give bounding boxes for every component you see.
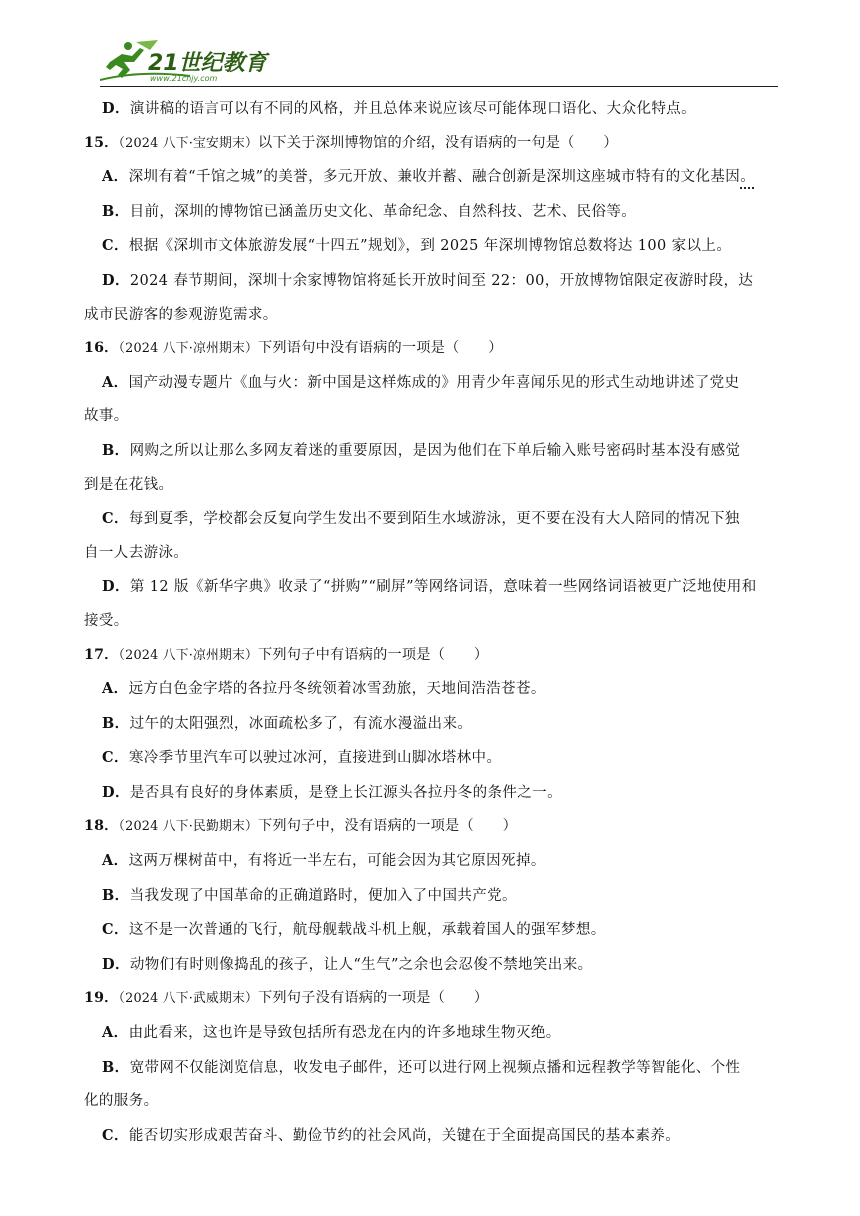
q14-option-d [84, 92, 784, 127]
q17-option-d [84, 776, 784, 811]
question-text: 下列句子没有语病的一项是（ ） [258, 990, 489, 1007]
question-number: 17． [84, 646, 119, 663]
q18-option-b [84, 879, 784, 914]
question-text: 下列句子中有语病的一项是（ ） [258, 646, 489, 663]
option-label: B． [102, 714, 130, 732]
question-source: （2024 八下·凉州期末） [118, 647, 259, 663]
document-body [84, 92, 784, 1153]
q15-stem [84, 127, 784, 161]
question-source: （2024 八下·武威期末） [118, 991, 259, 1007]
brand-logo [100, 40, 270, 84]
runner-logo-icon [100, 40, 270, 84]
question-number: 18． [84, 818, 119, 835]
option-label: D． [102, 271, 130, 289]
option-label: C． [102, 749, 129, 767]
q18-option-a [84, 844, 784, 879]
logo-text: 21世纪教育 [148, 51, 267, 76]
page-header [0, 0, 860, 92]
logo-subtext: www.21cnjy.com [150, 74, 218, 83]
q18-option-d [84, 948, 784, 983]
q16-option-d [84, 570, 784, 605]
option-text: 动物们有时则像捣乱的孩子，让人“生气”之余也会忍俊不禁地笑出来。 [129, 956, 593, 973]
q17-option-b [84, 707, 784, 742]
question-text: 下列语句中没有语病的一项是（ ） [258, 340, 503, 357]
question-number: 19． [84, 990, 119, 1007]
q16-option-d-continued: 接受。 [84, 612, 129, 629]
option-label: C． [102, 921, 129, 939]
option-text: 这两万棵树苗中，有将近一半左右，可能会因为其它原因死掉。 [128, 853, 546, 870]
q16-option-b [84, 434, 784, 469]
option-label: C． [102, 510, 129, 528]
q17-stem [84, 639, 784, 673]
question-source: （2024 八下·凉州期末） [118, 341, 259, 357]
option-label: C． [102, 1126, 129, 1144]
option-label: B． [102, 886, 130, 904]
q19-option-a [84, 1016, 784, 1051]
option-text: 这不是一次普通的飞行，航母舰载战斗机上舰，承载着国人的强军梦想。 [128, 922, 606, 939]
q15-option-a [84, 160, 784, 195]
option-label: C． [102, 237, 129, 255]
option-label: A． [102, 1024, 129, 1042]
option-label: D． [102, 100, 130, 117]
option-text: 根据《深圳市文体旅游发展“十四五”规划》，到 2025 年深圳博物馆总数将达 100 家以上。 [128, 238, 732, 255]
option-text: 第 12 版《新华字典》收录了“拼购”“刷屏”等网络词语，意味着一些网络词语被更广泛地使用和 [129, 579, 757, 596]
option-text: 是否具有良好的身体素质，是登上长江源头各拉丹冬的条件之一。 [129, 784, 562, 801]
option-text: 2024 春节期间，深圳十余家博物馆将延长开放时间至 22：00，开放博物馆限定夜游时段，达 [129, 272, 754, 289]
q16-option-b-continued: 到是在花钱。 [84, 476, 174, 493]
q15-option-c [84, 229, 784, 264]
option-text: 目前，深圳的博物馆已涵盖历史文化、革命纪念、自然科技、艺术、民俗等。 [129, 203, 637, 220]
q18-option-c [84, 913, 784, 948]
option-text: 当我发现了中国革命的正确道路时，便加入了中国共产党。 [129, 887, 517, 904]
q15-option-b [84, 195, 784, 230]
option-text: 寒冷季节里汽车可以驶过冰河，直接进到山脚冰塔林中。 [128, 750, 502, 767]
option-text: 网购之所以让那么多网友着迷的重要原因，是因为他们在下单后输入账号密码时基本没有感觉 [129, 442, 741, 459]
option-text: 能否切实形成艰苦奋斗、勤俭节约的社会风尚，关键在于全面提高国民的基本素养。 [128, 1127, 681, 1144]
q16-option-c [84, 502, 784, 537]
header-rule [100, 86, 778, 87]
option-label: A． [102, 373, 129, 391]
option-text: 远方白色金字塔的各拉丹冬统领着冰雪劲旅，天地间浩浩苍苍。 [128, 681, 546, 698]
question-source: （2024 八下·民勤期末） [118, 819, 259, 835]
question-text: 下列句子中，没有语病的一项是（ ） [258, 818, 517, 835]
option-label: B． [102, 441, 130, 459]
option-text: 深圳有着“千馆之城”的美誉，多元开放、兼收并蓄、融合创新是深圳这座城市特有的文化基因 [128, 169, 741, 186]
question-number: 16． [84, 340, 119, 357]
q15-option-d [84, 264, 784, 299]
option-text-emphasis: 。 [740, 169, 756, 186]
option-text: 国产动漫专题片《血与火：新中国是这样炼成的》用青少年喜闻乐见的形式生动地讲述了党史 [128, 374, 740, 391]
q17-option-a [84, 672, 784, 707]
option-label: A． [102, 168, 129, 186]
q16-stem [84, 332, 784, 366]
option-label: B． [102, 202, 130, 220]
option-label: A． [102, 852, 129, 870]
q17-option-c [84, 741, 784, 776]
question-source: （2024 八下·宝安期末） [118, 135, 259, 151]
option-label: B． [102, 1058, 130, 1076]
q16-option-a-continued: 故事。 [84, 408, 129, 425]
option-text: 过午的太阳强烈，冰面疏松多了，有流水漫溢出来。 [129, 715, 473, 732]
option-text: 演讲稿的语言可以有不同的风格，并且总体来说应该尽可能体现口语化、大众化特点。 [129, 101, 697, 117]
q19-stem [84, 982, 784, 1016]
option-label: D． [102, 955, 130, 973]
option-label: D． [102, 578, 130, 596]
option-text: 由此看来，这也许是导致包括所有恐龙在内的许多地球生物灭绝。 [128, 1025, 561, 1042]
option-text: 每到夏季，学校都会反复向学生发出不要到陌生水域游泳，更不要在没有大人陪同的情况下独 [128, 511, 740, 528]
option-text: 宽带网不仅能浏览信息，收发电子邮件，还可以进行网上视频点播和远程教学等智能化、个性 [129, 1059, 741, 1076]
option-label: D． [102, 783, 130, 801]
q19-option-b-continued: 化的服务。 [84, 1093, 159, 1110]
question-text: 以下关于深圳博物馆的介绍，没有语病的一句是（ ） [258, 134, 618, 151]
q16-option-c-continued: 自一人去游泳。 [84, 544, 189, 561]
q15-option-d-continued: 成市民游客的参观游览需求。 [84, 306, 278, 323]
q16-option-a [84, 366, 784, 401]
q18-stem [84, 810, 784, 844]
option-label: A． [102, 680, 129, 698]
q19-option-b [84, 1051, 784, 1086]
question-number: 15． [84, 134, 119, 151]
q19-option-c [84, 1119, 784, 1154]
